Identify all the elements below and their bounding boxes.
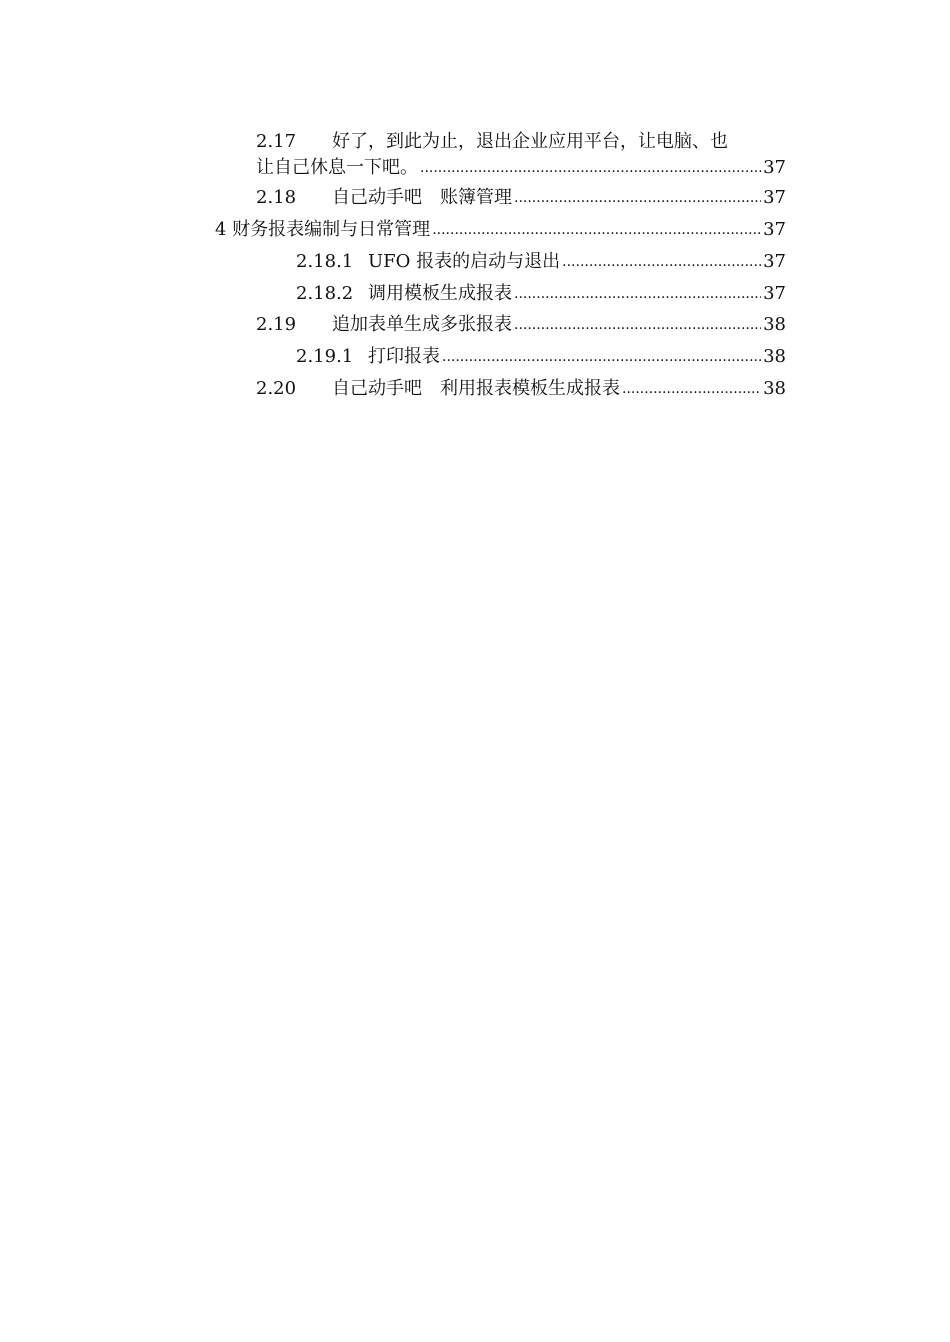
toc-leader-dots [420, 156, 761, 180]
toc-leader-dots [514, 282, 761, 306]
toc-entry-number: 2.19.1 [296, 346, 354, 367]
toc-leader-dots [432, 218, 761, 242]
toc-leader-dots [442, 345, 761, 369]
toc-entry-page: 38 [763, 314, 786, 335]
toc-entry-2-20[interactable] [256, 377, 786, 402]
toc-entry-2-19[interactable] [256, 313, 786, 338]
toc-entry-number: 2.17 [256, 131, 297, 152]
toc-leader-dots [514, 186, 761, 210]
toc-entry-page: 38 [763, 378, 786, 399]
toc-entry-title: 自己动手吧 利用报表模板生成报表 [332, 378, 620, 399]
toc-entry-chapter-4[interactable] [215, 218, 786, 243]
toc-entry-page: 37 [763, 157, 786, 178]
toc-leader-dots [562, 250, 761, 274]
toc-entry-page: 37 [763, 283, 786, 304]
toc-entry-number: 2.18 [256, 187, 297, 208]
toc-leader-dots [514, 313, 761, 337]
toc-entry-number: 2.20 [256, 378, 297, 399]
toc-entry-title: 好了，到此为止，退出企业应用平台，让电脑、也 [332, 131, 728, 152]
toc-entry-title-continued: 让自己休息一下吧。 [256, 157, 418, 178]
toc-entry-2-18[interactable] [256, 186, 786, 211]
toc-entry-2-18-1[interactable] [296, 250, 786, 275]
toc-entry-page: 37 [763, 219, 786, 240]
toc-entry-number: 2.18.2 [296, 283, 354, 304]
toc-leader-dots [622, 377, 761, 401]
toc-entry-number: 2.19 [256, 314, 297, 335]
toc-entry-title: 追加表单生成多张报表 [332, 314, 512, 335]
toc-entry-number: 2.18.1 [296, 251, 354, 272]
toc-entry-title: 调用模板生成报表 [368, 283, 512, 304]
toc-entry-page: 38 [763, 346, 786, 367]
toc-entry-title: UFO 报表的启动与退出 [368, 251, 561, 272]
toc-entry-title: 打印报表 [368, 346, 440, 367]
toc-entry-2-18-2[interactable] [296, 282, 786, 307]
toc-entry-page: 37 [763, 251, 786, 272]
toc-entry-2-19-1[interactable] [296, 345, 786, 370]
toc-entry-title: 自己动手吧 账簿管理 [332, 187, 512, 208]
toc-entry-title: 4 财务报表编制与日常管理 [215, 219, 431, 240]
toc-entry-page: 37 [763, 187, 786, 208]
toc-entry-2-17[interactable] [256, 130, 786, 181]
